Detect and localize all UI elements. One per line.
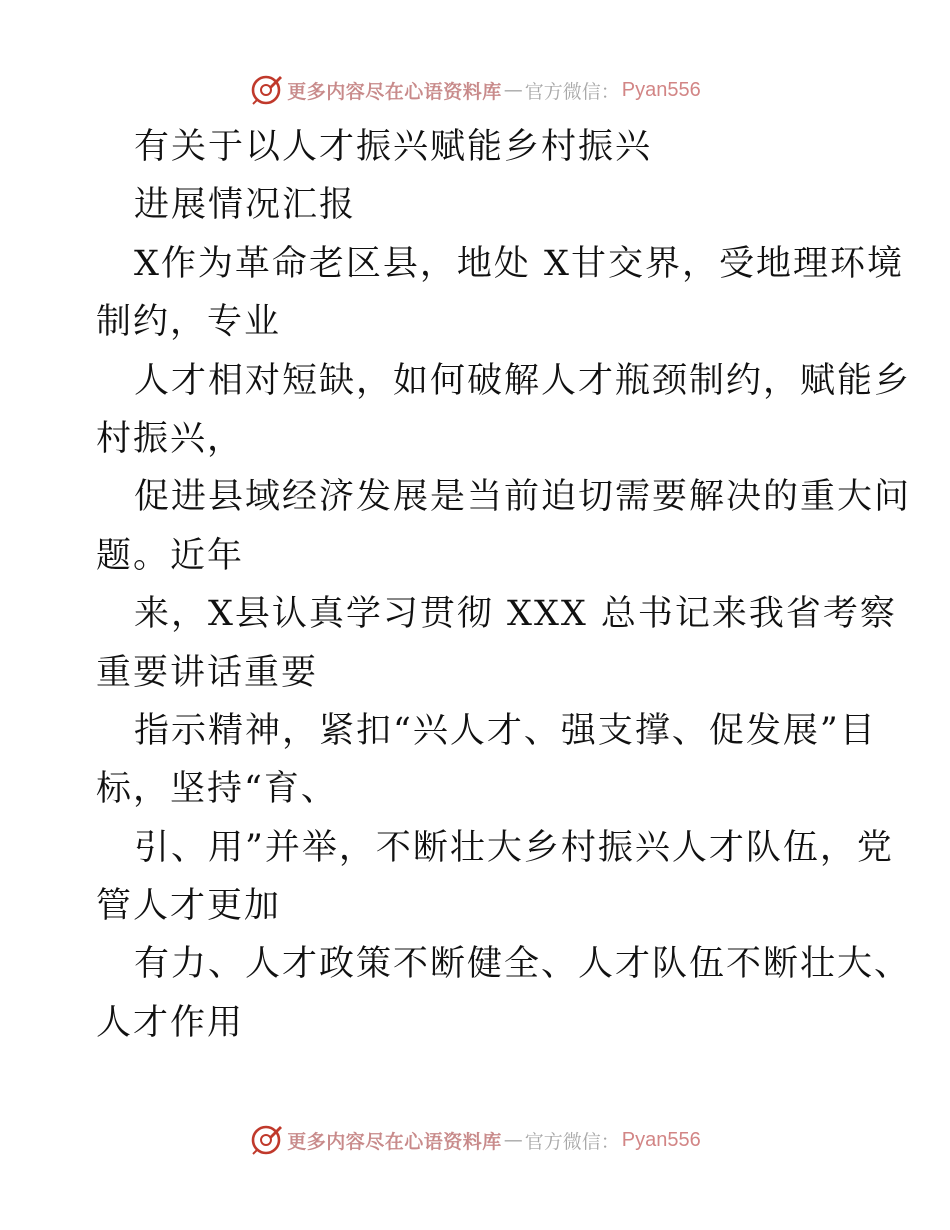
banner-text: 更多内容尽在心语资料库 — [287, 80, 502, 103]
wechat-id: Pyan556 — [621, 78, 701, 101]
title-line: 有关于以人才振兴赋能乡村振兴 — [134, 127, 653, 167]
document-body — [96, 118, 912, 1052]
paragraph-line: 促进县域经济发展是当前迫切需要解决的重大问 — [134, 477, 912, 518]
pen-logo-icon — [249, 1123, 283, 1157]
paragraph-line: 题。近年 — [96, 535, 245, 576]
paragraph-line: 来，X县认真学习贯彻 XXX 总书记来我省考察 — [134, 594, 897, 635]
paragraph-line: 管人才更加 — [96, 886, 282, 927]
paragraph-line: 有力、人才政策不断健全、人才队伍不断壮大、 — [134, 944, 912, 985]
banner-label: 官方微信： — [524, 80, 620, 103]
paragraph-line: 标，坚持“育、 — [96, 769, 338, 810]
banner-dash: — — [503, 1129, 523, 1151]
paragraph-line: 村振兴， — [96, 418, 245, 459]
wechat-id: Pyan556 — [621, 1128, 701, 1151]
pen-logo-icon — [249, 73, 283, 107]
banner-text: 更多内容尽在心语资料库 — [287, 1130, 502, 1153]
banner-label: 官方微信： — [524, 1130, 620, 1153]
paragraph-line: 制约，专业 — [96, 302, 282, 343]
paragraph-line: 指示精神，紧扣“兴人才、强支撑、促发展”目 — [134, 710, 877, 751]
header-banner — [0, 70, 950, 110]
paragraph-line: 引、用”并举，不断壮大乡村振兴人才队伍，党 — [134, 827, 894, 868]
footer-banner — [0, 1120, 950, 1160]
banner-dash: — — [503, 79, 523, 101]
paragraph-line: 重要讲话重要 — [96, 652, 319, 693]
paragraph-line: X作为革命老区县，地处 X甘交界，受地理环境 — [134, 243, 904, 284]
title-line: 进展情况汇报 — [134, 185, 357, 226]
paragraph-line: 人才作用 — [96, 1002, 245, 1043]
paragraph-line: 人才相对短缺，如何破解人才瓶颈制约，赋能乡 — [134, 360, 912, 401]
